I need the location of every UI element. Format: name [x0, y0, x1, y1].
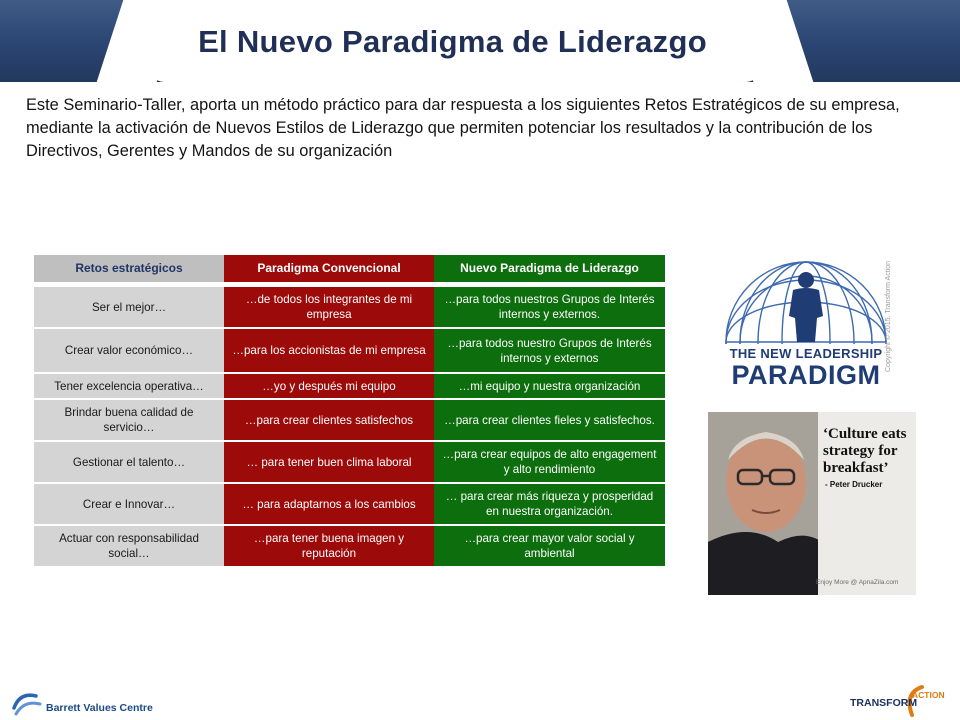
- quote-author: - Peter Drucker: [825, 480, 883, 489]
- leadership-table: [34, 255, 665, 566]
- copyright-vertical: Copyright © 2015. Transform Action: [885, 261, 892, 372]
- table-row: [34, 482, 665, 524]
- table-row: [34, 282, 665, 327]
- conventional-cell: …para los accionistas de mi empresa: [224, 329, 434, 372]
- barrett-values-centre-logo: [10, 688, 170, 716]
- globe-figure-icon: [709, 250, 904, 394]
- barrett-swirl-icon: [10, 688, 44, 716]
- action-label: ACTION: [912, 690, 945, 700]
- header-paradigma-convencional: Paradigma Convencional: [224, 255, 434, 282]
- new-paradigm-cell: …para todos nuestros Grupos de Interés internos y externos.: [434, 287, 665, 327]
- conventional-cell: …yo y después mi equipo: [224, 374, 434, 398]
- person-silhouette-icon: [789, 272, 823, 342]
- transform-label: TRANSFORM: [850, 697, 918, 709]
- reto-cell: Crear valor económico…: [34, 329, 224, 372]
- conventional-cell: …para crear clientes satisfechos: [224, 400, 434, 440]
- reto-cell: Actuar con responsabilidad social…: [34, 526, 224, 566]
- image-watermark: Enjoy More @ ApnaZila.com: [816, 579, 899, 586]
- reto-cell: Brindar buena calidad de servicio…: [34, 400, 224, 440]
- slide-title: El Nuevo Paradigma de Liderazgo: [198, 24, 707, 59]
- conventional-cell: …para tener buena imagen y reputación: [224, 526, 434, 566]
- table-row: [34, 398, 665, 440]
- table-row: [34, 524, 665, 566]
- transform-action-logo: [846, 683, 954, 719]
- reto-cell: Crear e Innovar…: [34, 484, 224, 524]
- conventional-cell: … para tener buen clima laboral: [224, 442, 434, 482]
- header-retos: Retos estratégicos: [34, 255, 224, 282]
- reto-cell: Gestionar el talento…: [34, 442, 224, 482]
- table-header-row: [34, 255, 665, 282]
- intro-paragraph: Este Seminario-Taller, aporta un método práctico para dar respuesta a los siguientes Retos Estratégicos de su empresa, mediante la activación de Nuevos Estilos de Liderazgo que permiten potenciar los resultados y la contribución de los Directivos, Gerentes y Mandos de su organización: [26, 96, 900, 160]
- table-row: [34, 440, 665, 482]
- logo-line2: PARADIGM: [731, 360, 881, 390]
- drucker-quote-image: [708, 412, 916, 595]
- reto-cell: Ser el mejor…: [34, 287, 224, 327]
- barrett-label: Barrett Values Centre: [46, 702, 153, 714]
- conventional-cell: …de todos los integrantes de mi empresa: [224, 287, 434, 327]
- new-paradigm-cell: …para crear mayor valor social y ambiental: [434, 526, 665, 566]
- new-leadership-paradigm-logo: [709, 250, 904, 394]
- table-row: [34, 372, 665, 398]
- new-paradigm-cell: …mi equipo y nuestra organización: [434, 374, 665, 398]
- new-paradigm-cell: …para todos nuestro Grupos de Interés internos y externos: [434, 329, 665, 372]
- quote-text: ‘Culture eats strategy for breakfast’: [823, 426, 907, 476]
- new-paradigm-cell: … para crear más riqueza y prosperidad en nuestra organización.: [434, 484, 665, 524]
- new-paradigm-cell: …para crear clientes fieles y satisfechos.: [434, 400, 665, 440]
- logo-line1: THE NEW LEADERSHIP: [729, 346, 883, 361]
- new-paradigm-cell: …para crear equipos de alto engagement y alto rendimiento: [434, 442, 665, 482]
- conventional-cell: … para adaptarnos a los cambios: [224, 484, 434, 524]
- header-nuevo-paradigma: Nuevo Paradigma de Liderazgo: [434, 255, 665, 282]
- table-row: [34, 327, 665, 372]
- reto-cell: Tener excelencia operativa…: [34, 374, 224, 398]
